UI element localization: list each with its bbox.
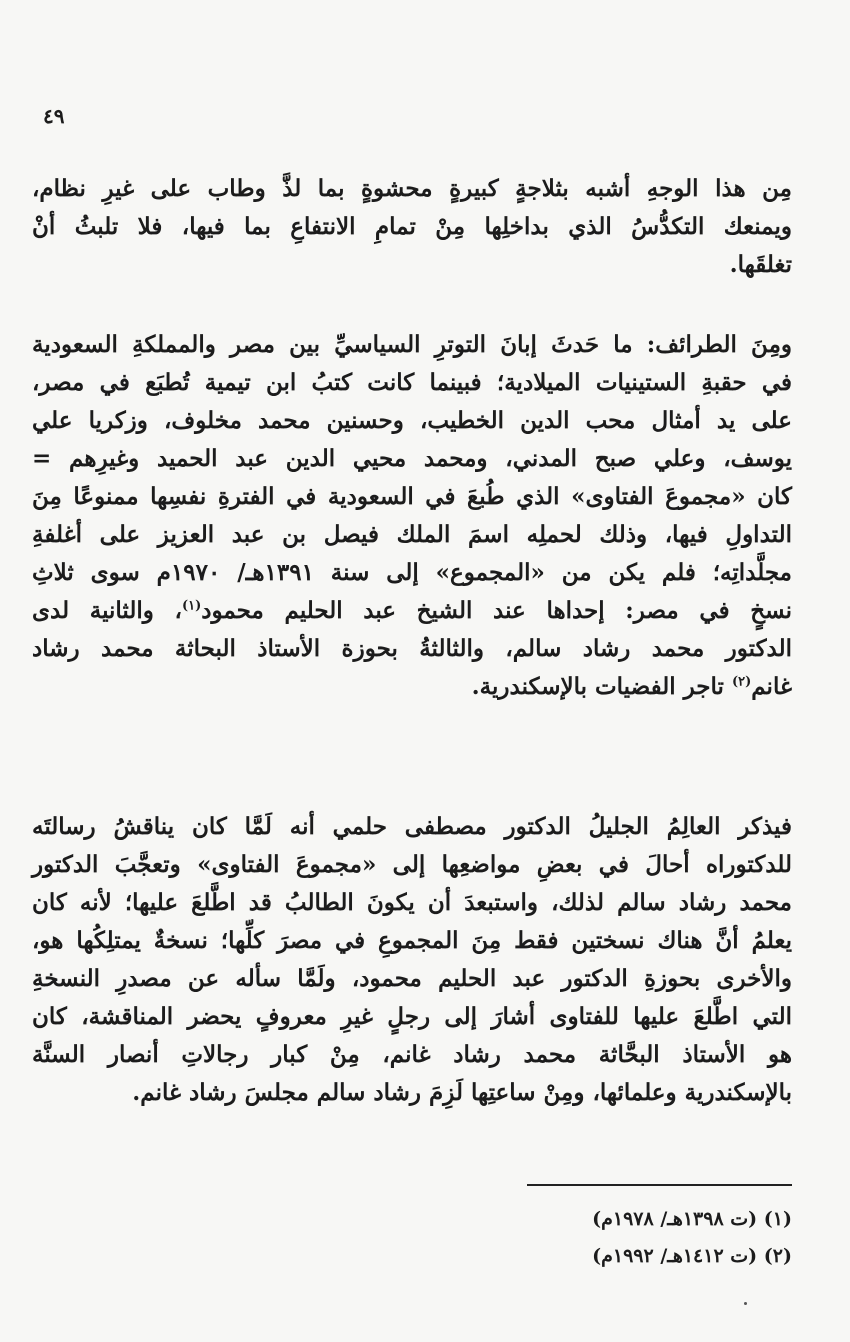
- text-line: هو الأستاذ البحَّاثة محمد رشاد غانم، مِنْ كبار رجالاتِ أنصار السنَّة: [32, 1041, 792, 1068]
- text-line: يعلمُ أنَّ هناك نسختين فقط مِنَ المجموعِ في مصرَ كلِّها؛ نسخةٌ يمتلِكُها هو،: [32, 927, 792, 954]
- footnote-separator: [527, 1184, 792, 1186]
- text-line: الدكتور محمد رشاد سالم، والثالثةُ بحوزة الأستاذ البحاثة محمد رشاد: [32, 635, 792, 662]
- paragraph-2: [32, 326, 792, 706]
- text-line: فيذكر العالِمُ الجليلُ الدكتور مصطفى حلمي أنه لَمَّا كان يناقشُ رسالتَه: [32, 813, 792, 840]
- text-line: للدكتوراه أحالَ في بعضِ مواضعِها إلى «مجموعَ الفتاوى» وتعجَّبَ الدكتور: [32, 851, 792, 878]
- text-line: التداولِ فيها، وذلك لحملِه اسمَ الملك فيصل بن عبد العزيز على أغلفةِ: [32, 521, 792, 548]
- text-line: بالإسكندرية وعلمائها، ومِنْ ساعتِها لَزِمَ رشاد سالم مجلسَ رشاد غانم.: [132, 1079, 792, 1106]
- text-segment: تاجر الفضيات بالإسكندرية.: [471, 673, 724, 700]
- text-line-with-footnote-ref: [32, 668, 792, 706]
- footnote-ref-1: (١): [181, 598, 202, 614]
- text-line: التي اطَّلعَ عليها للفتاوى أشارَ إلى رجلٍ غيرِ معروفٍ يحضر المناقشة، كان: [32, 1003, 792, 1030]
- text-line: والأخرى بحوزةِ الدكتور عبد الحليم محمود، ولَمَّا سأله عن مصدرِ النسخةِ: [32, 965, 792, 992]
- text-line: ومِنَ الطرائف: ما حَدثَ إبانَ التوترِ السياسيِّ بين مصر والمملكةِ السعودية: [32, 331, 792, 358]
- text-segment: ، والثانية لدى: [32, 597, 182, 624]
- page-number: ٤٩: [43, 104, 65, 128]
- text-line: مِن هذا الوجهِ أشبه بثلاجةٍ كبيرةٍ محشوةٍ بما لذَّ وطاب على غيرِ نظام،: [32, 175, 792, 202]
- paragraph-1: [32, 170, 792, 284]
- text-line: محمد رشاد سالم لذلك، واستبعدَ أن يكونَ الطالبُ قد اطَّلعَ عليها؛ لأنه كان: [32, 889, 792, 916]
- text-line: على يد أمثال محب الدين الخطيب، وحسنين محمد مخلوف، وزكريا علي: [32, 407, 792, 434]
- footnote-ref-2: (٢): [731, 674, 752, 690]
- text-line: مجلَّداتِه؛ فلم يكن من «المجموع» إلى سنة ١٣٩١هـ/ ١٩٧٠م سوى ثلاثِ: [32, 559, 793, 586]
- text-segment: غانم: [751, 673, 792, 700]
- text-line: كان «مجموعَ الفتاوى» الذي طُبعَ في السعودية في الفترةِ نفسِها ممنوعًا مِنَ: [32, 483, 792, 510]
- paragraph-3: [32, 808, 792, 1112]
- text-line: ويمنعك التكدُّسُ الذي بداخلِها مِنْ تمامِ الانتفاعِ بما فيها، فلا تلبثُ أنْ: [32, 213, 792, 240]
- footnote-1: (١) (ت ١٣٩٨هـ/ ١٩٧٨م): [592, 1208, 792, 1230]
- text-line: يوسف، وعلي صبح المدني، ومحمد محيي الدين عبد الحميد وغيرِهم =: [32, 445, 792, 472]
- scan-speck: [744, 1302, 747, 1305]
- text-segment: نسخٍ في مصر: إحداها عند الشيخ عبد الحليم محمود: [201, 597, 793, 624]
- footnote-2: (٢) (ت ١٤١٢هـ/ ١٩٩٢م): [592, 1245, 792, 1267]
- text-line: تغلقَها.: [729, 251, 792, 278]
- text-line-with-footnote-ref: [32, 592, 792, 630]
- text-line: في حقبةِ الستينيات الميلادية؛ فبينما كانت كتبُ ابن تيمية تُطبَع في مصر،: [32, 369, 792, 396]
